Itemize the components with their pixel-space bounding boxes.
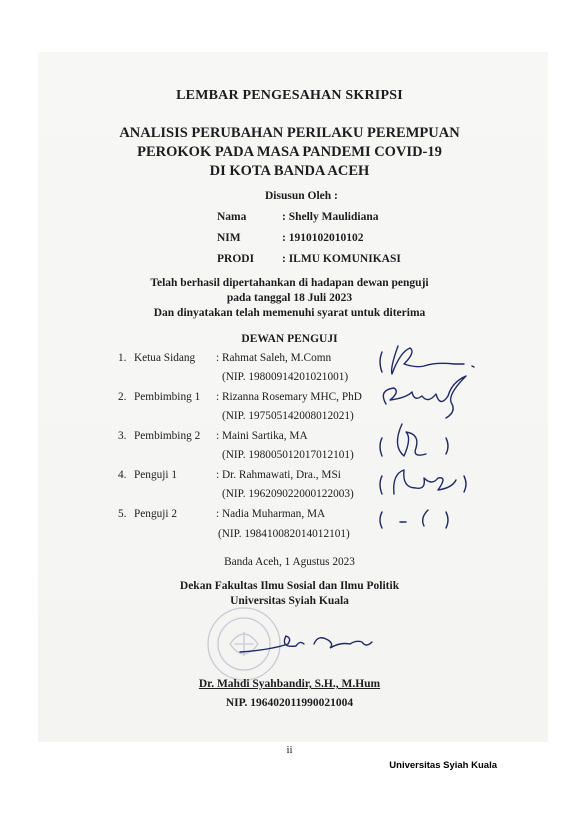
faculty-seal-and-signature bbox=[200, 604, 390, 682]
nama-label: Nama bbox=[217, 211, 247, 223]
examiner-4-name: : Dr. Rahmawati, Dra., MSi bbox=[216, 469, 341, 481]
prodi-label: PRODI bbox=[217, 253, 255, 265]
examiner-signatures bbox=[376, 338, 526, 548]
signature-5 bbox=[380, 512, 382, 528]
nama-value: : Shelly Maulidiana bbox=[282, 211, 379, 223]
signature-2 bbox=[383, 376, 466, 418]
dean-position-line-2: Universitas Syiah Kuala bbox=[230, 595, 349, 607]
examiner-1-name: : Rahmat Saleh, M.Comn bbox=[216, 352, 332, 364]
examiner-2-name: : Rizanna Rosemary MHC, PhD bbox=[216, 391, 362, 403]
statement-line-2: pada tanggal 18 Juli 2023 bbox=[226, 292, 353, 304]
examiner-2-nip: (NIP. 197505142008012021) bbox=[222, 410, 354, 422]
examiner-5-name: : Nadia Muharman, MA bbox=[216, 508, 326, 520]
statement-line-3: Dan dinyatakan telah memenuhi syarat untuk diterima bbox=[153, 307, 426, 319]
examiner-4-role: Penguji 1 bbox=[134, 469, 177, 481]
page-number: ii bbox=[286, 744, 293, 756]
examiners-heading: DEWAN PENGUJI bbox=[241, 333, 338, 345]
statement-line-1: Telah berhasil dipertahankan di hadapan dewan penguji bbox=[150, 277, 429, 289]
nim-label: NIM bbox=[217, 232, 241, 244]
thesis-title-line-2: PEROKOK PADA MASA PANDEMI COVID-19 bbox=[137, 144, 442, 160]
author-heading: Disusun Oleh : bbox=[265, 190, 338, 202]
examiner-3-nip: (NIP. 198005012017012101) bbox=[222, 449, 354, 461]
nim-value: : 1910102010102 bbox=[282, 232, 364, 244]
examiner-5-nip: (NIP. 198410082014012101) bbox=[218, 528, 350, 540]
footer-university: Universitas Syiah Kuala bbox=[389, 760, 497, 771]
dean-name: Dr. Mahdi Syahbandir, S.H., M.Hum bbox=[198, 678, 381, 690]
examiner-1-nip: (NIP. 19800914201021001) bbox=[222, 371, 349, 383]
place-date: Banda Aceh, 1 Agustus 2023 bbox=[224, 556, 355, 568]
page-title: LEMBAR PENGESAHAN SKRIPSI bbox=[176, 88, 403, 103]
dean-nip: NIP. 196402011990021004 bbox=[225, 697, 354, 709]
examiner-3-name: : Maini Sartika, MA bbox=[216, 430, 308, 442]
dean-signature bbox=[240, 636, 372, 652]
examiner-5-number: 5. bbox=[118, 508, 127, 520]
examiner-4-number: 4. bbox=[118, 469, 127, 481]
faculty-seal bbox=[208, 608, 280, 680]
examiner-4-nip: (NIP. 196209022000122003) bbox=[222, 488, 354, 500]
thesis-title-line-3: DI KOTA BANDA ACEH bbox=[209, 163, 370, 179]
signature-4 bbox=[380, 476, 382, 494]
signature-3 bbox=[380, 438, 382, 456]
prodi-value: : ILMU KOMUNIKASI bbox=[282, 253, 401, 265]
dean-position-line-1: Dekan Fakultas Ilmu Sosial dan Ilmu Politik bbox=[179, 580, 400, 592]
signature-1 bbox=[380, 352, 382, 372]
thesis-title-line-1: ANALISIS PERUBAHAN PERILAKU PEREMPUAN bbox=[119, 125, 460, 141]
examiner-2-role: Pembimbing 1 bbox=[134, 391, 201, 403]
examiner-3-number: 3. bbox=[118, 430, 127, 442]
examiner-5-role: Penguji 2 bbox=[134, 508, 177, 520]
examiner-1-number: 1. bbox=[118, 352, 127, 364]
examiner-1-role: Ketua Sidang bbox=[134, 352, 196, 364]
examiner-2-number: 2. bbox=[118, 391, 127, 403]
examiner-3-role: Pembimbing 2 bbox=[134, 430, 201, 442]
